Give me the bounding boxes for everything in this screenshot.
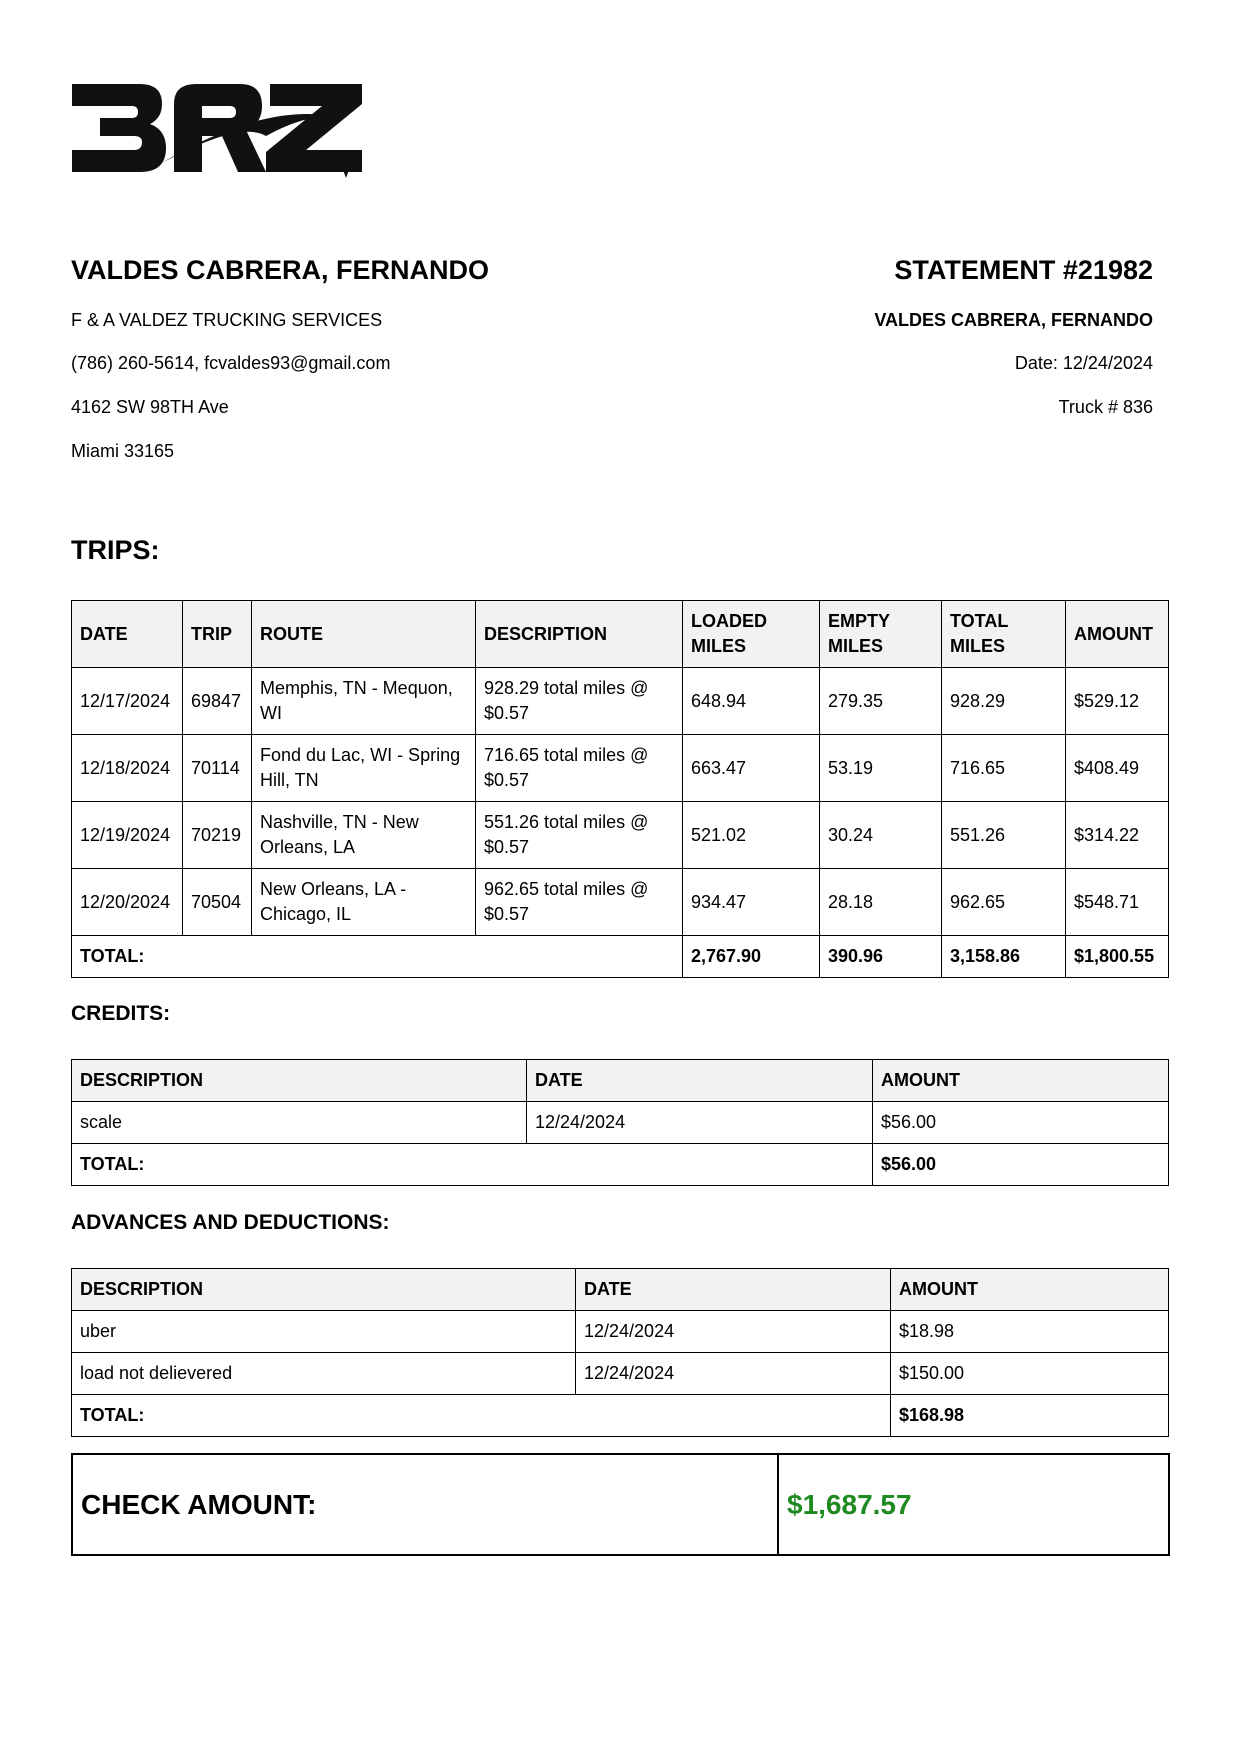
check-amount-row <box>72 1454 1169 1555</box>
address-line-1: 4162 SW 98TH Ave <box>71 397 229 417</box>
credits-header-row <box>72 1060 1169 1102</box>
col-amount: AMOUNT <box>1066 601 1169 668</box>
trip-number: 70114 <box>183 735 252 802</box>
trip-amount: $408.49 <box>1066 735 1169 802</box>
advance-date: 12/24/2024 <box>576 1311 891 1353</box>
advance-date: 12/24/2024 <box>576 1353 891 1395</box>
col-date: DATE <box>72 601 183 668</box>
trips-total-amount: $1,800.55 <box>1066 936 1169 978</box>
trip-date: 12/20/2024 <box>72 869 183 936</box>
trip-loaded-miles: 934.47 <box>683 869 820 936</box>
advance-amount: $150.00 <box>891 1353 1169 1395</box>
col-amount: AMOUNT <box>873 1060 1169 1102</box>
advance-description: uber <box>72 1311 576 1353</box>
table-row <box>72 802 1169 869</box>
trip-total-miles: 928.29 <box>942 668 1066 735</box>
credits-total-amount: $56.00 <box>873 1144 1169 1186</box>
trips-total-loaded: 2,767.90 <box>683 936 820 978</box>
trip-route: Fond du Lac, WI - Spring Hill, TN <box>252 735 476 802</box>
trip-total-miles: 716.65 <box>942 735 1066 802</box>
trip-date: 12/19/2024 <box>72 802 183 869</box>
col-loaded-miles: LOADED MILES <box>683 601 820 668</box>
col-total-miles: TOTAL MILES <box>942 601 1066 668</box>
col-description: DESCRIPTION <box>476 601 683 668</box>
statement-title: STATEMENT #21982 <box>894 255 1153 285</box>
trip-total-miles: 551.26 <box>942 802 1066 869</box>
advances-total-row <box>72 1395 1169 1437</box>
credit-date: 12/24/2024 <box>527 1102 873 1144</box>
check-amount-value: $1,687.57 <box>778 1454 1169 1555</box>
contact-info: (786) 260-5614, fcvaldes93@gmail.com <box>71 353 391 373</box>
trip-loaded-miles: 648.94 <box>683 668 820 735</box>
col-amount: AMOUNT <box>891 1269 1169 1311</box>
trip-route: Nashville, TN - New Orleans, LA <box>252 802 476 869</box>
advances-header-row <box>72 1269 1169 1311</box>
truck-number: Truck # 836 <box>1058 397 1153 417</box>
advances-title: ADVANCES AND DEDUCTIONS: <box>71 1211 390 1234</box>
advances-total-label: TOTAL: <box>72 1395 891 1437</box>
table-row <box>72 1102 1169 1144</box>
trip-number: 69847 <box>183 668 252 735</box>
trips-total-miles: 3,158.86 <box>942 936 1066 978</box>
trip-description: 928.29 total miles @ $0.57 <box>476 668 683 735</box>
trip-date: 12/17/2024 <box>72 668 183 735</box>
advances-table <box>71 1268 1169 1437</box>
trip-total-miles: 962.65 <box>942 869 1066 936</box>
table-row <box>72 869 1169 936</box>
trip-number: 70504 <box>183 869 252 936</box>
trips-total-row <box>72 936 1169 978</box>
brz-logo <box>70 78 380 194</box>
credit-amount: $56.00 <box>873 1102 1169 1144</box>
col-date: DATE <box>527 1060 873 1102</box>
trip-empty-miles: 30.24 <box>820 802 942 869</box>
trip-amount: $548.71 <box>1066 869 1169 936</box>
col-description: DESCRIPTION <box>72 1269 576 1311</box>
trips-title: TRIPS: <box>71 535 160 565</box>
trips-total-label: TOTAL: <box>72 936 683 978</box>
trip-empty-miles: 53.19 <box>820 735 942 802</box>
trip-empty-miles: 28.18 <box>820 869 942 936</box>
table-row <box>72 1353 1169 1395</box>
driver-name: VALDES CABRERA, FERNANDO <box>71 255 490 285</box>
table-row <box>72 735 1169 802</box>
advance-description: load not delievered <box>72 1353 576 1395</box>
col-description: DESCRIPTION <box>72 1060 527 1102</box>
table-row <box>72 1311 1169 1353</box>
credits-total-label: TOTAL: <box>72 1144 873 1186</box>
trip-number: 70219 <box>183 802 252 869</box>
table-row <box>72 668 1169 735</box>
trip-amount: $529.12 <box>1066 668 1169 735</box>
credits-total-row <box>72 1144 1169 1186</box>
trips-total-empty: 390.96 <box>820 936 942 978</box>
credit-description: scale <box>72 1102 527 1144</box>
check-amount-label: CHECK AMOUNT: <box>72 1454 778 1555</box>
company-name: F & A VALDEZ TRUCKING SERVICES <box>71 310 383 330</box>
col-trip: TRIP <box>183 601 252 668</box>
trip-date: 12/18/2024 <box>72 735 183 802</box>
trip-empty-miles: 279.35 <box>820 668 942 735</box>
col-empty-miles: EMPTY MILES <box>820 601 942 668</box>
trip-description: 716.65 total miles @ $0.57 <box>476 735 683 802</box>
trip-route: Memphis, TN - Mequon, WI <box>252 668 476 735</box>
statement-driver-name: VALDES CABRERA, FERNANDO <box>874 310 1153 330</box>
advance-amount: $18.98 <box>891 1311 1169 1353</box>
statement-date: Date: 12/24/2024 <box>1014 353 1153 373</box>
credits-title: CREDITS: <box>71 1002 171 1025</box>
advances-total-amount: $168.98 <box>891 1395 1169 1437</box>
col-date: DATE <box>576 1269 891 1311</box>
driver-info <box>71 254 631 461</box>
col-route: ROUTE <box>252 601 476 668</box>
trips-header-row <box>72 601 1169 668</box>
credits-table <box>71 1059 1169 1186</box>
brz-logo-icon <box>70 78 380 194</box>
trip-route: New Orleans, LA - Chicago, IL <box>252 869 476 936</box>
address-line-2: Miami 33165 <box>71 441 175 461</box>
trip-loaded-miles: 521.02 <box>683 802 820 869</box>
check-amount-box <box>71 1453 1170 1556</box>
statement-info <box>633 254 1153 417</box>
trip-description: 962.65 total miles @ $0.57 <box>476 869 683 936</box>
trip-loaded-miles: 663.47 <box>683 735 820 802</box>
trips-table <box>71 600 1169 978</box>
trip-description: 551.26 total miles @ $0.57 <box>476 802 683 869</box>
trip-amount: $314.22 <box>1066 802 1169 869</box>
